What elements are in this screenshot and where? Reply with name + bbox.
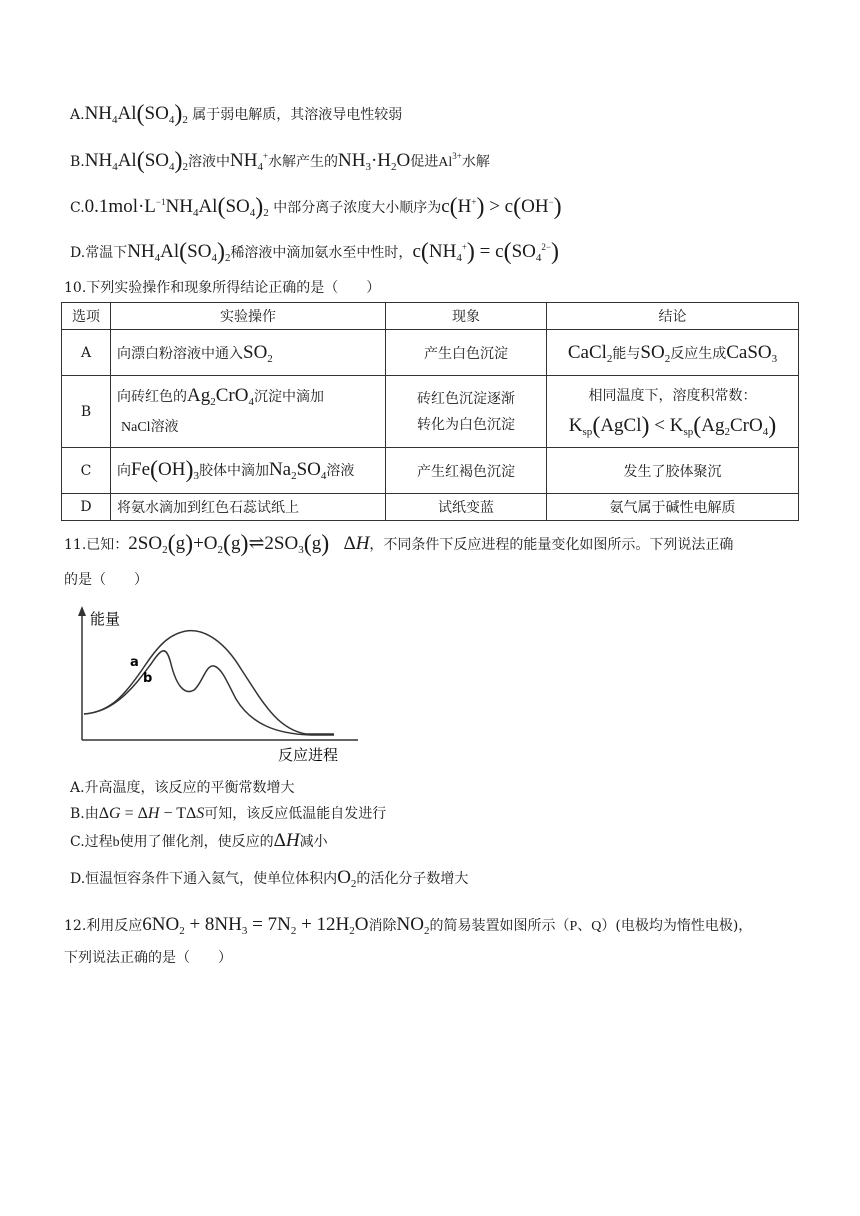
formula-nh3-h2o: $NH_3\cdot H_2O$ [338, 150, 411, 173]
header-operation: 实验操作 [111, 303, 386, 330]
q12-stem-line2: 下列说法正确的是（ ） [64, 950, 232, 966]
y-axis-arrow-icon [78, 606, 86, 616]
energy-diagram [66, 604, 366, 764]
formula-al3-ion: $Al^{3+}$ [438, 151, 462, 170]
q10-table [61, 302, 799, 521]
q10-stem: 10.下列实验操作和现象所得结论正确的是（ ） [64, 280, 381, 296]
electrode-p-label: P [569, 919, 578, 934]
table-row [62, 448, 799, 494]
formula-nh4al-so4-2: $NH_4Al(SO_4)_2$ [84, 148, 188, 174]
row-conclusion: 相同温度下，溶度积常数： $K_{sp}(AgCl) < K_{sp}(Ag_2CrO_4)$ [547, 376, 799, 448]
row-phenomenon: 砖红色沉淀逐渐 转化为白色沉淀 [386, 376, 547, 448]
formula-no2: $NO_2$ [396, 914, 430, 937]
formula-nacl: NaCl [121, 419, 151, 435]
table-row [62, 376, 799, 448]
formula-so2: $SO_2$ [243, 341, 273, 365]
formula-cacl2: CaCl$_2$ [567, 341, 613, 365]
q11-stem: 11.已知：$2SO_2(g)+O_2(g)\rightleftharpoons 2SO_3(g)$ ΔH，不同条件下反应进程的能量变化如图所示。下列说法正确 [64, 531, 734, 557]
formula-nh4al-so4-2: $NH_4Al(SO_4)_2$ [127, 239, 231, 265]
row-conclusion: 发生了胶体聚沉 [547, 448, 799, 494]
curve-b [84, 651, 334, 735]
formula-ag2cro4: $Ag_2CrO_4$ [187, 384, 254, 408]
ion-order-expression: c(H+) > c(OH−) [441, 194, 562, 220]
y-axis-label: 能量 [90, 610, 121, 628]
curve-a-label: a [130, 655, 139, 670]
formula-na2so4: $Na_2SO_4$ [268, 459, 327, 482]
formula-nh4-ion: $NH_4^+$ [230, 150, 269, 173]
curve-a [84, 631, 334, 734]
row-option: C [62, 448, 111, 494]
table-header-row [62, 303, 799, 330]
row-phenomenon: 产生红褐色沉淀 [386, 448, 547, 494]
row-operation: 向砖红色的$Ag_2CrO_4$沉淀中滴加 NaCl溶液 [111, 376, 386, 448]
header-phenomenon: 现象 [386, 303, 547, 330]
q12-stem: 12.利用反应$6NO_2 + 8NH_3 = 7N_2 + 12H_2O$消除$NO_2$的简易装置如图所示（P、Q）(电极均为惰性电极)， [64, 914, 753, 937]
formula-caso3: CaSO$_3$ [726, 341, 778, 365]
formula-so2: $SO_2$ [640, 341, 671, 365]
row-option: B [62, 376, 111, 448]
row-operation: 向漂白粉溶液中通入$SO_2$ [111, 330, 386, 376]
q9-option-a: $A.NH_4Al(SO_4)_2$ 属于弱电解质，其溶液导电性较弱 [70, 101, 403, 127]
gibbs-equation: ΔG = ΔH − TΔS [98, 805, 205, 822]
q9-option-b: $B.NH_4Al(SO_4)_2$溶液中$NH_4^+$水解产生的$NH_3\cdot H_2O$促进$Al^{3+}$水解 [70, 148, 490, 174]
header-option: 选项 [62, 303, 111, 330]
row-conclusion: 氨气属于碱性电解质 [547, 494, 799, 521]
neutral-condition-expression: $c(NH_4^+) = c(SO_4^{2-})$ [412, 239, 559, 265]
formula-nh4al-so4-2: $NH_4Al(SO_4)_2$ [84, 101, 188, 127]
q11-option-a: A.升高温度，该反应的平衡常数增大 [70, 780, 295, 796]
header-conclusion: 结论 [547, 303, 799, 330]
reaction-equation: $6NO_2 + 8NH_3 = 7N_2 + 12H_2O$ [142, 914, 369, 937]
formula-o2: $O_2$ [337, 867, 357, 890]
q11-stem-line2: 的是（ ） [64, 572, 148, 588]
row-operation: 向$Fe(OH)_3$胶体中滴加$Na_2SO_4$溶液 [111, 448, 386, 494]
row-conclusion: CaCl$_2$能与$SO_2$反应生成CaSO$_3$ [547, 330, 799, 376]
row-option: A [62, 330, 111, 376]
curve-b-label: b [143, 671, 153, 686]
row-phenomenon: 产生白色沉淀 [386, 330, 547, 376]
concentration-label: $0.1mol\cdot L^{-1}NH_4Al(SO_4)_2$ [84, 194, 269, 220]
q11-option-d: D.恒温恒容条件下通入氦气，使单位体积内$O_2$的活化分子数增大 [70, 867, 469, 890]
row-option: D [62, 494, 111, 521]
table-row [62, 494, 799, 521]
q9-option-c: $C.0.1mol\cdot L^{-1}NH_4Al(SO_4)_2$ 中部分离子浓度大小顺序为c(H+) > c(OH−) [70, 194, 562, 220]
q11-option-b: B.由ΔG = ΔH − TΔS可知，该反应低温能自发进行 [70, 805, 387, 822]
delta-h-symbol: ΔH [273, 830, 300, 851]
row-phenomenon: 试纸变蓝 [386, 494, 547, 521]
process-b-label: b [112, 835, 120, 850]
q11-option-c: C.过程b使用了催化剂，使反应的ΔH减小 [70, 830, 328, 851]
electrode-q-label: Q [591, 919, 602, 934]
x-axis-label: 反应进程 [278, 746, 339, 764]
table-row [62, 330, 799, 376]
formula-feoh3: $Fe(OH)_3$ [131, 457, 199, 483]
reaction-equation: $2SO_2(g)+O_2(g)\rightleftharpoons 2SO_3(g)$ ΔH [128, 531, 370, 557]
q9-option-d: D.常温下$NH_4Al(SO_4)_2$稀溶液中滴加氨水至中性时，$c(NH_4^+) = c(SO_4^{2-})$ [70, 239, 559, 265]
row-operation: 将氨水滴加到红色石蕊试纸上 [111, 494, 386, 521]
ksp-comparison: $K_{sp}(AgCl) < K_{sp}(Ag_2CrO_4)$ [568, 413, 777, 439]
